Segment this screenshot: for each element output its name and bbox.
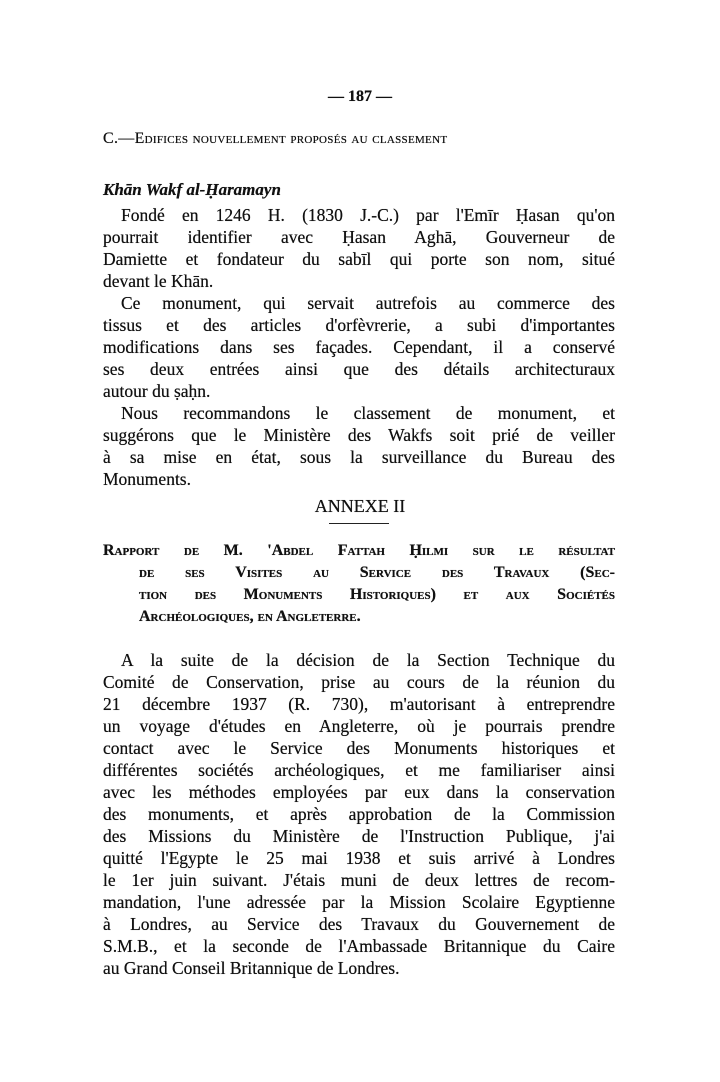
entry-body — [103, 204, 615, 490]
text-line: Ce monument, qui servait autrefois au commerce des — [121, 293, 615, 313]
final-paragraph — [103, 649, 615, 979]
text-line: modifications dans ses façades. Cependant, il a conservé — [103, 337, 615, 357]
title-rule — [329, 523, 389, 524]
text-line: mandation, l'une adressée par la Mission Scolaire Egyptienne — [103, 892, 615, 912]
text-line: A la suite de la décision de la Section Technique du — [121, 650, 615, 670]
text-line: tion des Monuments Historiques) et aux Sociétés — [139, 586, 615, 603]
paragraph — [103, 204, 615, 292]
annexe-title: ANNEXE II — [314, 496, 406, 516]
text-line: Fondé en 1246 H. (1830 J.-C.) par l'Emīr Ḥasan qu'on — [121, 205, 615, 225]
text-line: tissus et des articles d'orfèvrerie, a subi d'importantes — [103, 315, 615, 335]
text-line: ses deux entrées ainsi que des détails architecturaux — [103, 359, 615, 379]
text-line: suggérons que le Ministère des Wakfs soit prié de veiller — [103, 425, 615, 445]
text-line: des Missions du Ministère de l'Instruction Publique, j'ai — [103, 826, 615, 846]
rapport-heading — [103, 540, 615, 628]
text-line: différentes sociétés archéologiques, et me familiariser ainsi — [103, 760, 615, 780]
text-line: des monuments, et après approbation de la Commission — [103, 804, 615, 824]
paragraph — [103, 402, 615, 490]
text-line: Monuments. — [103, 469, 191, 489]
text-line: S.M.B., et la seconde de l'Ambassade Britannique du Caire — [103, 936, 615, 956]
text-line: devant le Khān. — [103, 271, 214, 291]
text-line: pourrait identifier avec Ḥasan Aghā, Gouverneur de — [103, 227, 615, 247]
paragraph — [103, 292, 615, 402]
section-heading: C.—Edifices nouvellement proposés au classement — [103, 130, 448, 147]
text-line: au Grand Conseil Britannique de Londres. — [103, 958, 400, 978]
text-line: Rapport de M. 'Abdel Fattah Ḥilmi sur le résultat — [103, 542, 615, 559]
entry-title: Khān Wakf al-Ḥaramayn — [103, 180, 281, 199]
text-line: Damiette et fondateur du sabīl qui porte son nom, situé — [103, 249, 615, 269]
text-line: à sa mise en état, sous la surveillance du Bureau des — [103, 447, 615, 467]
text-line: 21 décembre 1937 (R. 730), m'autorisant à entreprendre — [103, 694, 615, 714]
text-line: Archéologiques, en Angleterre. — [139, 608, 361, 625]
text-line: avec les méthodes employées par eux dans la conservation — [103, 782, 615, 802]
text-line: le 1er juin suivant. J'étais muni de deux lettres de recom- — [103, 870, 615, 890]
text-line: de ses Visites au Service des Travaux (Sec- — [139, 564, 615, 581]
text-line: quitté l'Egypte le 25 mai 1938 et suis arrivé à Londres — [103, 848, 615, 868]
text-line: à Londres, au Service des Travaux du Gouvernement de — [103, 914, 615, 934]
text-line: Comité de Conservation, prise au cours de la réunion du — [103, 672, 615, 692]
text-line: contact avec le Service des Monuments historiques et — [103, 738, 615, 758]
text-line: Nous recommandons le classement de monument, et — [121, 403, 615, 423]
page-number: — 187 — — [328, 88, 392, 105]
text-line: autour du ṣaḥn. — [103, 381, 211, 401]
text-line: un voyage d'études en Angleterre, où je pourrais prendre — [103, 716, 615, 736]
